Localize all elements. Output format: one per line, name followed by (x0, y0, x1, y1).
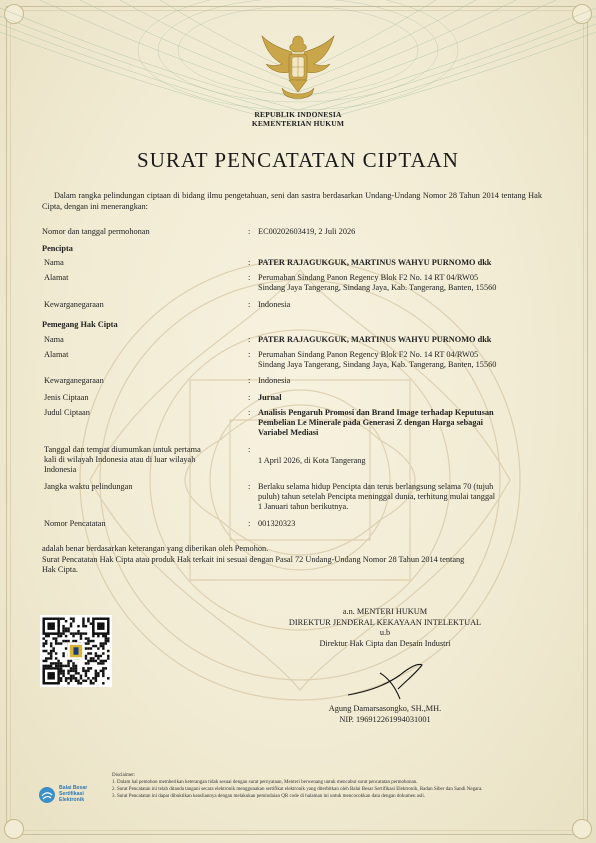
signature-line2: DIREKTUR JENDERAL KEKAYAAN INTELEKTUAL (288, 617, 482, 627)
term-label: Jangka waktu pelindungan (44, 482, 133, 491)
announce-label-line3: Indonesia (44, 465, 77, 474)
holder-address (258, 350, 554, 370)
colon: : (248, 258, 251, 267)
bsre-line1: Balai Besar (59, 785, 88, 791)
creator-address-line2: Sindang Jaya Tangerang, Sindang Jaya, Kab. Tangerang, Banten, 15560 (258, 283, 497, 292)
application-label: Nomor dan tanggal permohonan (42, 227, 150, 236)
colon: : (248, 393, 251, 402)
disclaimer-note-1: 1. Dalam hal pemohon memberikan keterangan tidak sesuai dengan surat pernyataan, Menteri berwenang untuk mencabut surat pencatatan permohonan. (112, 780, 418, 785)
announce-label-line2: kali di wilayah Indonesia atau di luar wilayah (44, 455, 196, 464)
work-title-line3: Variabel Mediasi (258, 428, 319, 437)
holder-address-line1: Perumahan Sindang Panon Regency Blok F2 No. 14 RT 04/RW05 (258, 350, 479, 359)
garuda-emblem-icon (258, 30, 338, 108)
corner-ornament-icon (572, 819, 592, 839)
colon: : (248, 482, 251, 491)
colon: : (248, 519, 251, 528)
signatory-name: Agung Damarsasongko, SH.,MH. (328, 704, 442, 713)
bsre-line2: Sertifikasi (59, 791, 84, 797)
disclaimer-note-3: 3. Surat Pencatatan ini dapat dibuktikan keasliannya dengan melakukan pemindaian QR code di halaman ini untuk mencocokkan data dengan dokumen asli. (112, 794, 425, 799)
holder-nationality: Indonesia (258, 376, 291, 385)
work-type: Jurnal (258, 393, 282, 402)
colon: : (248, 227, 251, 236)
page-title: SURAT PENCATATAN CIPTAAN (137, 148, 459, 172)
intro-paragraph: Dalam rangka pelindungan ciptaan di bidang ilmu pengetahuan, seni dan sastra berdasarkan Undang-Undang Nomor 28 Tahun 2014 tentang Hak Cipta, dengan ini menerangkan: (42, 191, 542, 211)
bsre-logo-icon (38, 786, 56, 804)
signature-line3: u.b (379, 628, 391, 637)
holder-address-line2: Sindang Jaya Tangerang, Sindang Jaya, Kab. Tangerang, Banten, 15560 (258, 360, 497, 369)
work-title-label: Judul Ciptaan (44, 408, 90, 417)
disclaimer-note-2: 2. Surat Pencatatan ini telah ditanda tangani secara elektronik menggunakan sertifikat elektronik yang diterbitkan oleh Balai Besar Sertifikasi Elektronik, Badan Siber dan Sandi Negara. (112, 787, 483, 792)
closing-line1: adalah benar berdasarkan keterangan yang diberikan oleh Pemohon. (42, 544, 269, 553)
creator-address (258, 273, 554, 293)
work-title (258, 408, 554, 438)
term-line1: Berlaku selama hidup Pencipta dan terus berlangsung selama 70 (tujuh (258, 482, 494, 491)
creator-address-line1: Perumahan Sindang Panon Regency Blok F2 No. 14 RT 04/RW05 (258, 273, 479, 282)
creator-nationality-label: Kewarganegaraan (44, 300, 104, 309)
work-title-line1: Analisis Pengaruh Promosi dan Brand Image terhadap Keputusan (258, 408, 494, 417)
closing-line2: Surat Pencatatan Hak Cipta atau produk Hak terkait ini sesuai dengan Pasal 72 Undang-Undang Nomor 28 Tahun 2014 tentang (42, 554, 465, 564)
term-line3: 1 Januari tahun berikutnya. (258, 502, 349, 511)
announce-label (44, 445, 244, 475)
closing-line3: Hak Cipta. (42, 565, 78, 574)
signatory (300, 703, 470, 725)
bsre-text (59, 785, 87, 803)
colon: : (248, 408, 251, 417)
header-ministry: KEMENTERIAN HUKUM (251, 119, 345, 128)
qr-code-icon (40, 615, 112, 687)
work-type-label: Jenis Ciptaan (44, 393, 89, 402)
closing-text (42, 544, 547, 576)
holder-name-label: Nama (44, 335, 64, 344)
record-label: Nomor Pencatatan (44, 519, 106, 528)
disclaimer-notes (112, 772, 562, 800)
signature-line1: a.n. MENTERI HUKUM (342, 607, 428, 616)
signatory-nip: NIP. 196912261994031001 (339, 715, 431, 724)
colon: : (248, 335, 251, 344)
holder-address-label: Alamat (44, 350, 69, 359)
bsre-line3: Elektronik (59, 797, 85, 803)
colon: : (248, 300, 251, 309)
holder-nationality-label: Kewarganegaraan (44, 376, 104, 385)
record-number: 001320323 (258, 519, 296, 528)
colon: : (248, 350, 251, 359)
term-line2: puluh) tahun setelah Pencipta meninggal dunia, terhitung mulai tanggal (258, 492, 496, 501)
creator-name: PATER RAJAGUKGUK, MARTINUS WAHYU PURNOMO dkk (258, 258, 492, 267)
holder-name: PATER RAJAGUKGUK, MARTINUS WAHYU PURNOMO dkk (258, 335, 492, 344)
work-title-line2: Pembelian Le Minerale pada Generasi Z dengan Harga sebagai (258, 418, 483, 427)
announce-value: 1 April 2026, di Kota Tangerang (258, 456, 366, 465)
signature-line4: Direktur Hak Cipta dan Desain Industri (319, 638, 451, 648)
signature-block (250, 607, 520, 649)
colon: : (248, 273, 251, 282)
announce-label-line1: Tanggal dan tempat diumumkan untuk pertama (44, 445, 201, 454)
header-republic: REPUBLIK INDONESIA (254, 110, 342, 119)
bsre-badge (38, 784, 108, 804)
signature-scribble (340, 655, 450, 703)
creator-nationality: Indonesia (258, 300, 291, 309)
colon: : (248, 376, 251, 385)
application-value: EC00202603419, 2 Juli 2026 (258, 227, 356, 236)
creator-address-label: Alamat (44, 273, 69, 282)
corner-ornament-icon (4, 819, 24, 839)
creator-heading: Pencipta (42, 244, 73, 253)
creator-name-label: Nama (44, 258, 64, 267)
disclaimer-heading: Disclaimer: (112, 773, 136, 778)
holder-heading: Pemegang Hak Cipta (42, 320, 118, 329)
colon: : (248, 445, 251, 454)
term-value (258, 482, 554, 512)
